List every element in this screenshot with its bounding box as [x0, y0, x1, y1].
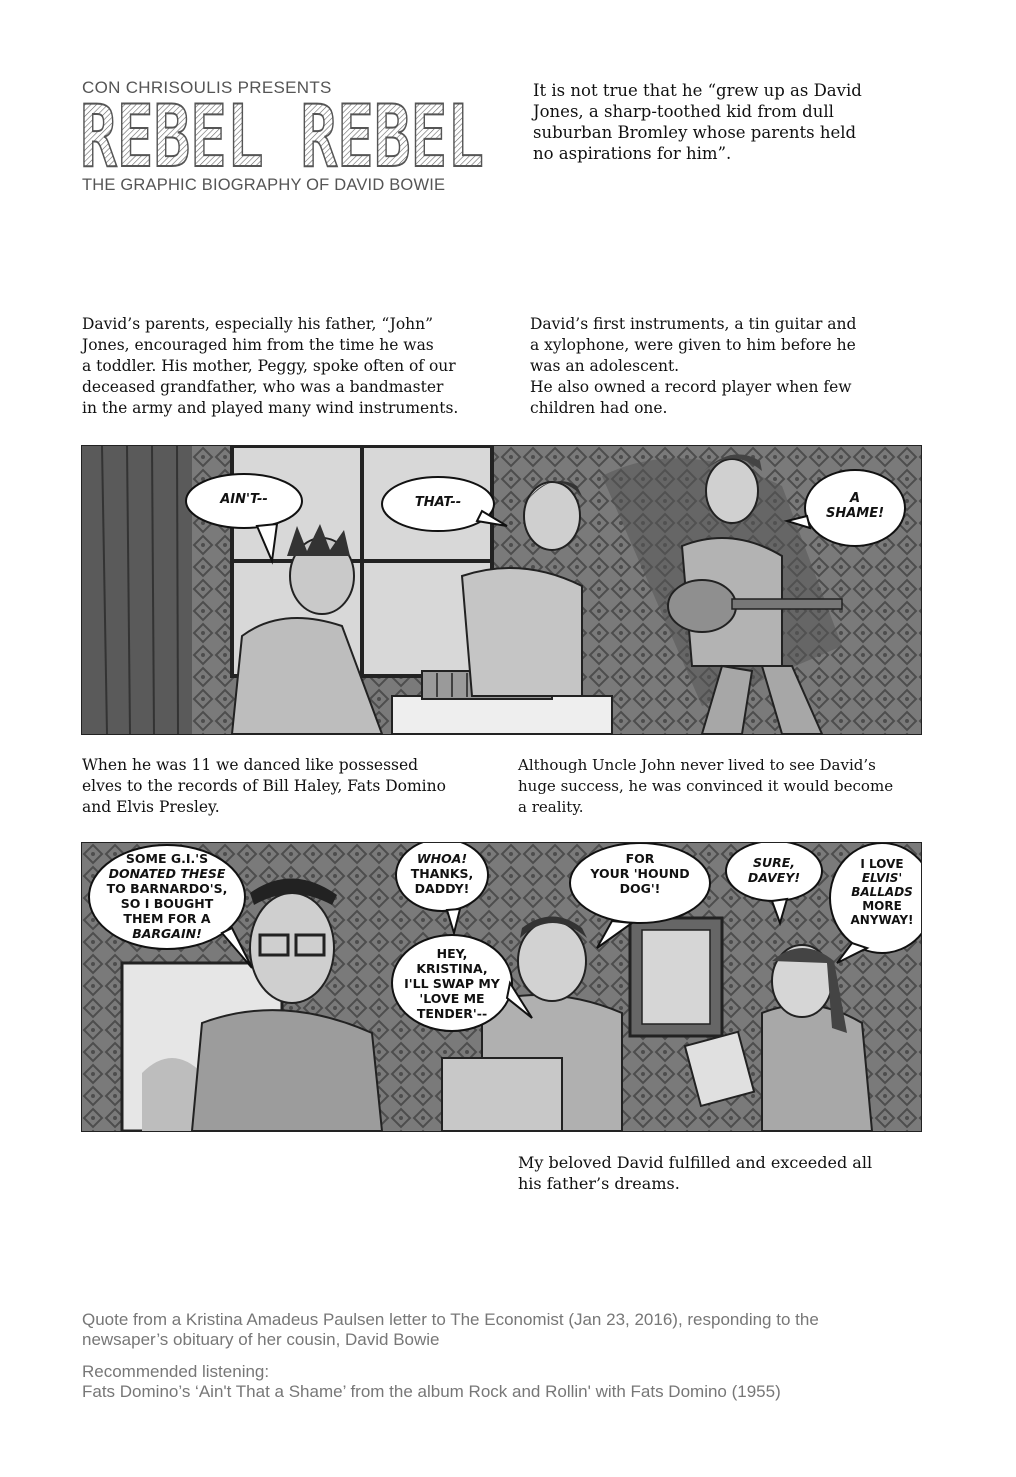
balloon-line: DADDY! [414, 881, 470, 896]
balloon-line: SHAME! [825, 506, 885, 521]
balloon-line: I LOVE [860, 857, 904, 871]
balloon-line: TENDER'-- [416, 1006, 488, 1021]
intro-line: It is not true that he “grew up as David [533, 81, 862, 100]
record-bag [442, 1058, 562, 1131]
balloon-line: THEM FOR A [123, 911, 211, 926]
balloon-line: BARGAIN! [132, 926, 202, 941]
listening-text: Fats Domino’s ‘Ain't That a Shame’ from the album Rock and Rollin' with Fats Domino (1955) [82, 1382, 781, 1401]
caption-line: Jones, encouraged him from the time he was [82, 336, 434, 354]
caption-line: Although Uncle John never lived to see David’s [518, 756, 876, 774]
caption-line: his father’s dreams. [518, 1174, 680, 1193]
caption-line: a xylophone, were given to him before he [530, 336, 856, 354]
caption-line: David’s parents, especially his father, “John” [82, 315, 434, 333]
presenter-credit: CON CHRISOULIS PRESENTS [82, 78, 332, 97]
caption-dancing [82, 755, 446, 818]
balloon-line: ANYWAY! [850, 913, 914, 927]
balloon-line: WHOA! [416, 851, 468, 866]
comic-title-logo [78, 100, 488, 174]
comic-subtitle: THE GRAPHIC BIOGRAPHY OF DAVID BOWIE [82, 176, 446, 194]
balloon-line: YOUR 'HOUND [590, 866, 690, 881]
balloon-line: AIN'T-- [220, 492, 268, 507]
balloon-text [186, 492, 302, 507]
balloon-line: SO I BOUGHT [120, 896, 214, 911]
caption-instruments [530, 314, 856, 419]
caption-line: When he was 11 we danced like possessed [82, 756, 419, 774]
balloon-line: 'LOVE ME [419, 991, 485, 1006]
note-line: Quote from a Kristina Amadeus Paulsen letter to The Economist (Jan 23, 2016), responding to the [82, 1310, 819, 1329]
panel-1-artwork [82, 446, 921, 734]
balloon-text [834, 857, 922, 927]
intro-line: Jones, a sharp-toothed kid from dull [533, 102, 834, 121]
caption-uncle-john [518, 755, 893, 818]
balloon-line: I'LL SWAP MY [404, 976, 500, 991]
caption-line: My beloved David fulfilled and exceeded all [518, 1153, 873, 1172]
note-line: newsaper’s obituary of her cousin, David Bowie [82, 1330, 440, 1349]
comic-panel-1 [81, 445, 922, 735]
caption-line: huge success, he was convinced it would become [518, 777, 894, 795]
source-note [82, 1310, 819, 1350]
balloon-line: DONATED THESE [108, 866, 226, 881]
balloon-line: ELVIS' [861, 871, 903, 885]
balloon-line: MORE [862, 899, 902, 913]
caption-line: children had one. [530, 399, 668, 417]
balloon-line: HEY, [436, 946, 468, 961]
balloon-line: DAVEY! [747, 870, 801, 885]
comic-panel-2 [81, 842, 922, 1132]
balloon-line: DOG'! [619, 881, 661, 896]
balloon-text [570, 851, 710, 896]
balloon-text [805, 491, 905, 521]
caption-parents [82, 314, 458, 419]
balloon-line: THANKS, [410, 866, 474, 881]
intro-line: no aspirations for him”. [533, 144, 732, 163]
balloon-line: SURE, [752, 855, 796, 870]
balloon-text [396, 851, 488, 896]
intro-line: suburban Bromley whose parents held [533, 123, 857, 142]
intro-caption [533, 80, 862, 164]
balloon-line: BALLADS [851, 885, 913, 899]
balloon-line: A [849, 491, 861, 506]
balloon-line: FOR [625, 851, 655, 866]
balloon-line: KRISTINA, [416, 961, 488, 976]
balloon-line: TO BARNARDO'S, [106, 881, 228, 896]
balloon-text [89, 851, 245, 941]
balloon-text [382, 495, 494, 510]
caption-line: a toddler. His mother, Peggy, spoke often of our [82, 357, 456, 375]
guitar [668, 580, 736, 632]
caption-line: a reality. [518, 798, 584, 816]
table [392, 696, 612, 734]
caption-line: elves to the records of Bill Haley, Fats Domino [82, 777, 446, 795]
caption-line: deceased grandfather, who was a bandmaster [82, 378, 444, 396]
curtain [82, 446, 192, 734]
balloon-line: SOME G.I.'S [125, 851, 209, 866]
caption-line: was an adolescent. [530, 357, 680, 375]
caption-line: David’s first instruments, a tin guitar and [530, 315, 857, 333]
balloon-text [392, 946, 512, 1021]
closing-caption [518, 1152, 872, 1194]
title-text: REBEL REBEL [80, 100, 484, 174]
caption-line: He also owned a record player when few [530, 378, 852, 396]
balloon-line: THAT-- [414, 495, 462, 510]
balloon-text [728, 855, 820, 885]
caption-line: and Elvis Presley. [82, 798, 220, 816]
listening-label: Recommended listening: [82, 1362, 270, 1381]
listening-note [82, 1362, 781, 1402]
caption-line: in the army and played many wind instruments. [82, 399, 459, 417]
